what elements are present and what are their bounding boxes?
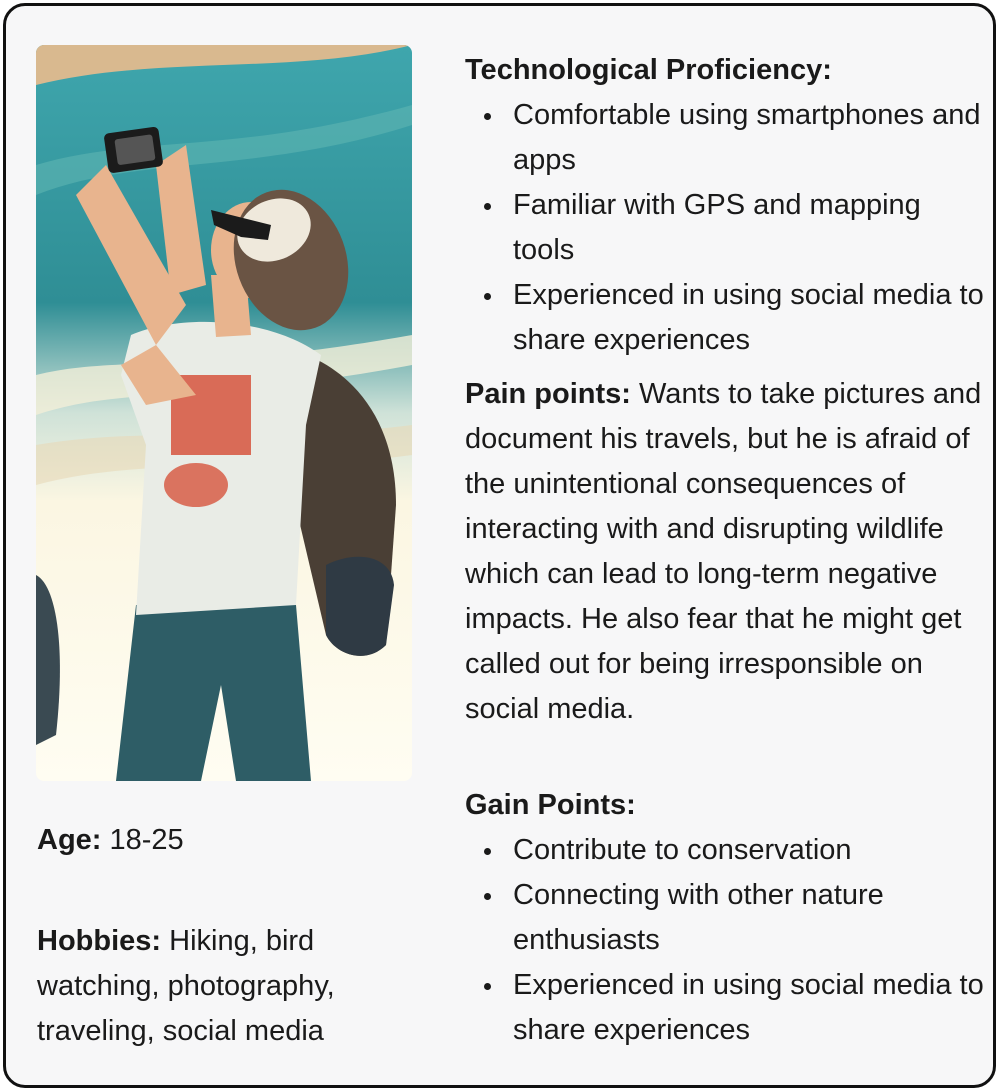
hobbies-info bbox=[37, 919, 367, 1054]
age-info bbox=[37, 818, 367, 863]
list-item: Experienced in using social media to share experiences bbox=[513, 963, 990, 1053]
pain-text: Wants to take pictures and document his travels, but he is afraid of the unintentional consequences of interacting with and disrupting wildlife which can lead to long-term negative impacts. He also fear that he might get called out for being irresponsible on social media. bbox=[465, 378, 982, 725]
tech-proficiency-section bbox=[465, 48, 990, 363]
tech-list bbox=[465, 93, 990, 363]
persona-card bbox=[3, 3, 996, 1088]
list-item: Contribute to conservation bbox=[513, 828, 990, 873]
list-item: Comfortable using smartphones and apps bbox=[513, 93, 990, 183]
list-item: Connecting with other nature enthusiasts bbox=[513, 873, 990, 963]
traveler-photographer-illustration bbox=[36, 45, 412, 781]
list-item: Experienced in using social media to share experiences bbox=[513, 273, 990, 363]
gain-list bbox=[465, 828, 990, 1053]
gain-heading: Gain Points: bbox=[465, 789, 636, 821]
gain-points-section bbox=[465, 783, 990, 1053]
hobbies-label: Hobbies: bbox=[37, 925, 162, 957]
persona-illustration bbox=[36, 45, 412, 781]
tech-heading: Technological Proficiency: bbox=[465, 54, 832, 86]
list-item: Familiar with GPS and mapping tools bbox=[513, 183, 990, 273]
pain-label: Pain points: bbox=[465, 378, 631, 410]
age-value: 18-25 bbox=[109, 824, 184, 856]
hobbies-value: Hiking, bird watching, photography, traveling, social media bbox=[37, 925, 335, 1047]
age-label: Age: bbox=[37, 824, 102, 856]
pain-points-section bbox=[465, 372, 990, 732]
